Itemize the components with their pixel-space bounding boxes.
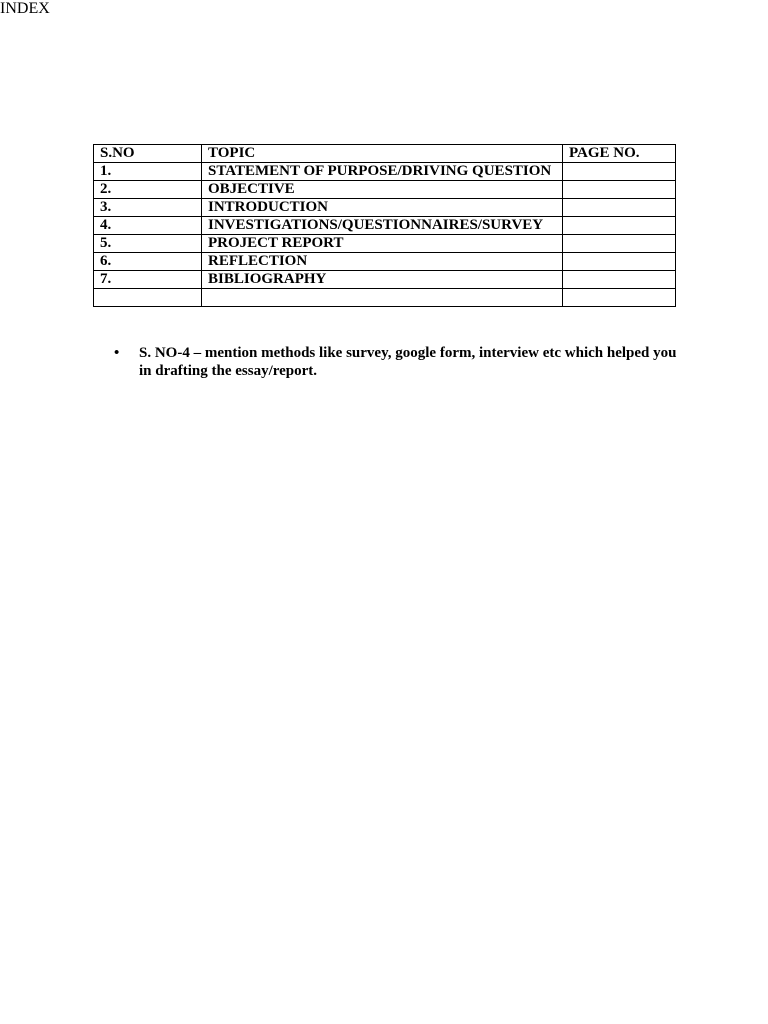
row-page	[563, 181, 676, 199]
table-row	[94, 253, 676, 271]
header-page-no: PAGE NO.	[563, 145, 676, 163]
row-page	[563, 217, 676, 235]
note-list	[110, 344, 680, 380]
row-sno: 3.	[94, 199, 202, 217]
page-title: INDEX	[0, 0, 50, 17]
row-topic: INVESTIGATIONS/QUESTIONNAIRES/SURVEY	[202, 217, 563, 235]
note-text: S. NO-4 – mention methods like survey, google form, interview etc which helped you in drafting the essay/report.	[139, 345, 677, 379]
row-topic: BIBLIOGRAPHY	[202, 271, 563, 289]
row-topic: PROJECT REPORT	[202, 235, 563, 253]
empty-cell	[202, 289, 563, 307]
row-sno: 1.	[94, 163, 202, 181]
table-header-row	[94, 145, 676, 163]
table-row	[94, 181, 676, 199]
empty-cell	[563, 289, 676, 307]
empty-cell	[94, 289, 202, 307]
row-page	[563, 235, 676, 253]
index-table	[93, 144, 676, 307]
row-topic: OBJECTIVE	[202, 181, 563, 199]
row-sno: 4.	[94, 217, 202, 235]
row-topic: REFLECTION	[202, 253, 563, 271]
row-sno: 6.	[94, 253, 202, 271]
table-row	[94, 163, 676, 181]
row-topic: STATEMENT OF PURPOSE/DRIVING QUESTION	[202, 163, 563, 181]
header-topic: TOPIC	[202, 145, 563, 163]
note-item	[110, 344, 680, 380]
table-empty-row	[94, 289, 676, 307]
row-page	[563, 271, 676, 289]
bullet-icon: •	[114, 345, 120, 361]
table-row	[94, 199, 676, 217]
row-sno: 5.	[94, 235, 202, 253]
table-row	[94, 235, 676, 253]
row-topic: INTRODUCTION	[202, 199, 563, 217]
header-sno: S.NO	[94, 145, 202, 163]
row-page	[563, 163, 676, 181]
row-page	[563, 253, 676, 271]
table-row	[94, 217, 676, 235]
table-row	[94, 271, 676, 289]
row-sno: 7.	[94, 271, 202, 289]
row-sno: 2.	[94, 181, 202, 199]
row-page	[563, 199, 676, 217]
